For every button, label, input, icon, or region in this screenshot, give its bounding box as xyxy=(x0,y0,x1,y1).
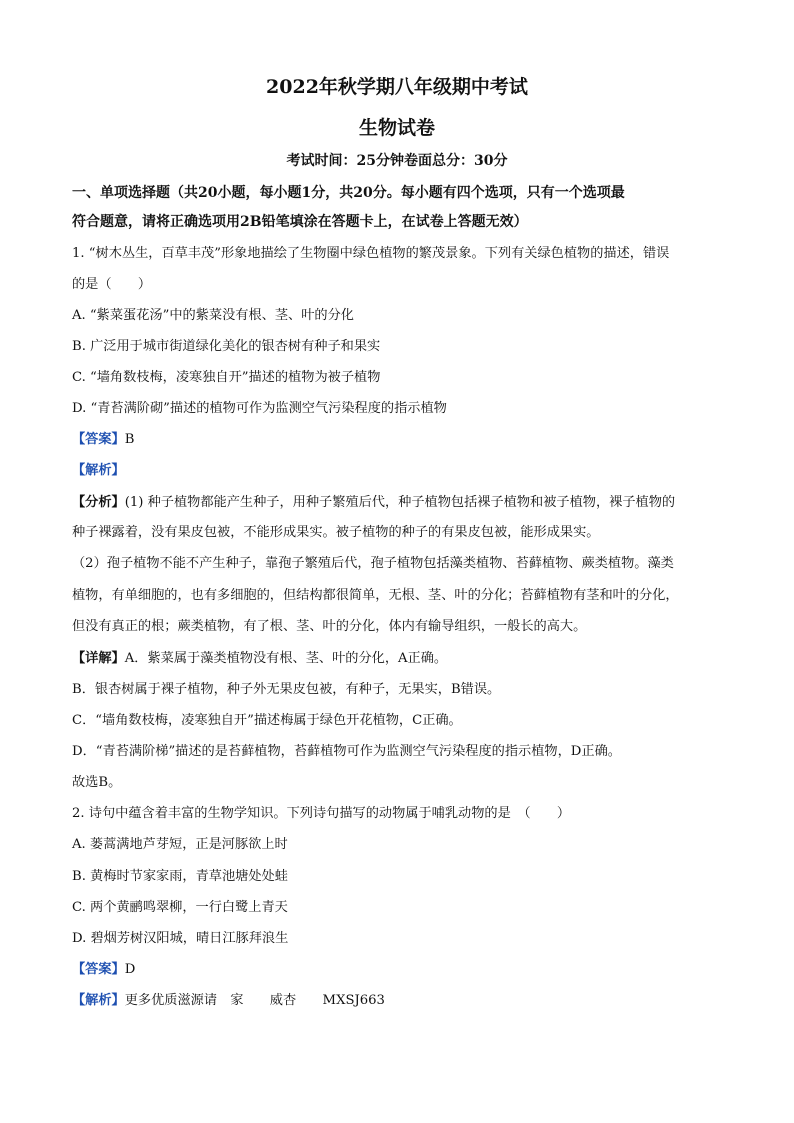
q1-fenxi-line1 xyxy=(72,494,675,512)
fenxi-tag: 【分析】 xyxy=(72,495,125,510)
detail-text: A．紫菜属于藻类植物没有根、茎、叶的分化，A正确。 xyxy=(124,651,448,666)
answer-value: D xyxy=(124,962,136,977)
q1-detail-line3: C．“墙角数枝梅，凌寒独自开”描述梅属于绿色开花植物，C正确。 xyxy=(72,713,462,728)
q1-fenxi-line5: 但没有真正的根；蕨类植物，有了根、茎、叶的分化，体内有输导组织，一般长的高大。 xyxy=(72,619,587,634)
exam-subtitle: 生物试卷 xyxy=(358,117,435,139)
answer-tag: 【答案】 xyxy=(72,962,125,977)
q1-detail-line4: D．“青苔满阶梯”描述的是苔藓植物，苔藓植物可作为监测空气污染程度的指示植物，D正确。 xyxy=(72,744,621,759)
detail-tag: 【详解】 xyxy=(72,651,125,666)
q2-analysis xyxy=(72,992,385,1010)
answer-tag: 【答案】 xyxy=(72,432,125,447)
q1-detail-line1 xyxy=(72,650,447,668)
analysis-text: 更多优质滋源请 家 威杏 MXSJ663 xyxy=(124,993,385,1008)
analysis-tag: 【解析】 xyxy=(72,463,125,478)
analysis-tag: 【解析】 xyxy=(72,993,125,1008)
fenxi-text: (1) 种子植物都能产生种子，用种子繁殖后代，种子植物包括裸子植物和被子植物，裸子植物的 xyxy=(124,495,676,510)
q2-option-b: B. 黄梅时节家家雨，青草池塘处处蛙 xyxy=(72,869,288,884)
q1-stem-line2: 的是（ ） xyxy=(72,277,152,292)
q1-stem-line1: 1. “树木丛生，百草丰茂”形象地描绘了生物圈中绿色植物的繁茂景象。下列有关绿色植物的描述，错误 xyxy=(72,246,670,261)
q1-conclusion: 故选B。 xyxy=(72,775,122,790)
exam-info: 考试时间：25分钟卷面总分：30分 xyxy=(286,153,508,169)
q1-fenxi-line4: 植物，有单细胞的，也有多细胞的，但结构都很简单，无根、茎、叶的分化；苔藓植物有茎和叶的分化， xyxy=(72,588,679,603)
exam-title: 2022年秋学期八年级期中考试 xyxy=(266,76,528,98)
q2-option-c: C. 两个黄鹂鸣翠柳，一行白鹭上青天 xyxy=(72,900,288,915)
q1-analysis-heading xyxy=(72,462,125,480)
q1-answer xyxy=(72,431,134,449)
q2-option-a: A. 蒌蒿满地芦芽短，正是河豚欲上时 xyxy=(72,837,288,852)
section-heading-line2: 符合题意，请将正确选项用2B铅笔填涂在答题卡上，在试卷上答题无效） xyxy=(72,214,528,230)
q1-fenxi-line3: （2）孢子植物不能不产生种子，靠孢子繁殖后代，孢子植物包括藻类植物、苔藓植物、蕨类植物。藻类 xyxy=(72,556,674,571)
answer-value: B xyxy=(124,432,135,447)
q1-fenxi-line2: 种子裸露着，没有果皮包被，不能形成果实。被子植物的种子的有果皮包被，能形成果实。 xyxy=(72,525,600,540)
q2-answer xyxy=(72,961,135,979)
q2-option-d: D. 碧烟芳树汉阳城，晴日江豚拜浪生 xyxy=(72,931,289,946)
q1-option-d: D. “青苔满阶砌”描述的植物可作为监测空气污染程度的指示植物 xyxy=(72,401,447,416)
q1-option-a: A. “紫菜蛋花汤”中的紫菜没有根、茎、叶的分化 xyxy=(72,308,354,323)
q1-option-c: C. “墙角数枝梅，凌寒独自开”描述的植物为被子植物 xyxy=(72,370,381,385)
q1-option-b: B. 广泛用于城市街道绿化美化的银杏树有种子和果实 xyxy=(72,339,381,354)
q1-detail-line2: B．银杏树属于裸子植物，种子外无果皮包被，有种子，无果实，B错误。 xyxy=(72,682,501,697)
section-heading-line1: 一、单项选择题（共20小题，每小题1分，共20分。每小题有四个选项，只有一个选项最 xyxy=(72,185,625,201)
q2-stem-line1: 2. 诗句中蕴含着丰富的生物学知识。下列诗句描写的动物属于哺乳动物的是 （ ） xyxy=(72,806,571,821)
